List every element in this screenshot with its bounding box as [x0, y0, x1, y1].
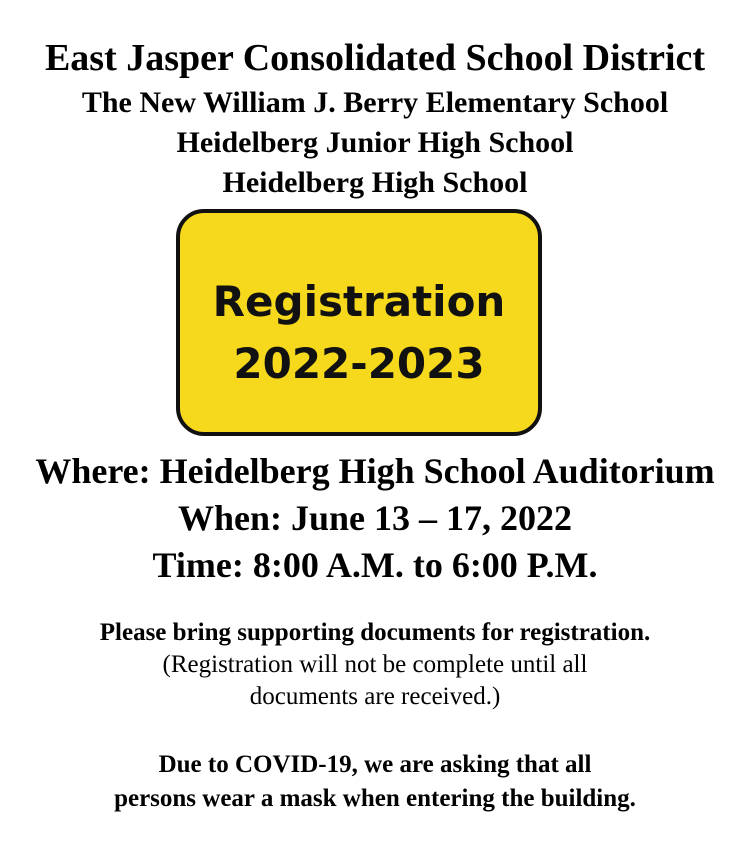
event-time: Time: 8:00 A.M. to 6:00 P.M.: [152, 545, 598, 585]
registration-badge: [176, 209, 542, 436]
covid-notice-line: persons wear a mask when entering the building.: [114, 785, 636, 812]
documents-heading: Please bring supporting documents for registration.: [99, 619, 651, 646]
badge-year: 2022-2023: [233, 339, 485, 388]
district-title: East Jasper Consolidated School District: [44, 37, 706, 79]
school-name-junior-high: Heidelberg Junior High School: [176, 126, 574, 159]
documents-detail-line: (Registration will not be complete until all: [162, 651, 588, 678]
school-name-elementary: The New William J. Berry Elementary School: [81, 86, 669, 119]
badge-title: Registration: [212, 277, 506, 326]
event-dates: When: June 13 – 17, 2022: [177, 498, 573, 538]
documents-detail-line: documents are received.): [249, 683, 501, 710]
event-location: Where: Heidelberg High School Auditorium: [35, 451, 715, 491]
school-name-high-school: Heidelberg High School: [222, 166, 528, 199]
covid-notice-line: Due to COVID-19, we are asking that all: [158, 751, 592, 778]
